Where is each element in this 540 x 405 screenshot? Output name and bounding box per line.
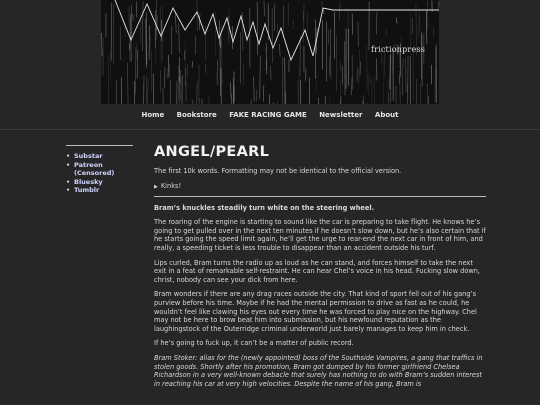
story-paragraph: Lips curled, Bram turns the radio up as loud as he can stand, and forces himself to take the next exit in a feat of remarkable self-restraint. He can hear Chel’s voice in his head. Fucking slow down, christ, nobody can see your dick from here. [154, 258, 481, 284]
italic-note: Bram Stoker: alias for the (newly appointed) boss of the Southside Vampires, a gang that traffics in stolen goods. Shortly after his promotion, Bram got dumped by his former girlfriend Chelsea Richardson in a very well-known debacle that surely has nothing to do with Bram’s sudden interest in reaching his car at very high velocities. Despite the name of his gang, Bram is [154, 353, 483, 388]
brand-logo[interactable]: frictionpress [370, 45, 425, 54]
sidebar-link-tumblr[interactable]: Tumblr [74, 186, 100, 194]
sidebar-links [66, 152, 133, 195]
main-content [154, 144, 486, 394]
bullet-icon: • [66, 160, 71, 169]
lead-paragraph: Bram’s knuckles steadily turn white on the steering wheel. [154, 203, 375, 212]
page-title: ANGEL/PEARL [154, 144, 270, 160]
nav-fake-racing-game[interactable]: FAKE RACING GAME [229, 111, 307, 119]
header-banner [101, 0, 439, 104]
story-paragraph: If he’s going to fuck up, it can’t be a matter of public record. [154, 339, 354, 348]
story-paragraph: Bram wonders if there are any drag races outside the city. That kind of sport fell out of his gang’s purview before his time. Maybe if he had the mental permission to drive as fast as he could, he wouldn’t feel like clawing his eyes out every time he was forced to play nice on the highway. Chel may not be here to brow beat him into submission, but his newfound reputation as the laughingstock of the Outerridge criminal underworld just barely manages to keep him in check. [154, 290, 477, 333]
intro-text: The first 10k words. Formatting may not be identical to the official version. [154, 167, 402, 175]
sidebar-divider [66, 145, 133, 146]
sidebar-link-substar[interactable]: Substar [74, 152, 103, 160]
sidebar-link-patreon[interactable]: Patreon (Censored) [74, 160, 115, 177]
bullet-icon: • [66, 152, 71, 160]
disclosure-triangle-icon: ▶ [154, 183, 158, 190]
sidebar-link-bluesky[interactable]: Bluesky [74, 177, 103, 186]
content-divider [154, 196, 486, 197]
bullet-icon: • [66, 186, 71, 194]
sidebar-item-substar [66, 152, 133, 161]
sidebar [66, 145, 133, 195]
nav-divider [0, 129, 540, 130]
sidebar-item-bluesky [66, 178, 133, 187]
kinks-label: Kinks! [160, 181, 182, 190]
nav-newsletter[interactable]: Newsletter [319, 111, 363, 119]
sidebar-item-tumblr [66, 186, 133, 195]
story-paragraph: The roaring of the engine is starting to sound like the car is preparing to take flight. He knows he’s going to get pulled over in the next ten minutes if he doesn’t slow down, but he’s also certain that if he starts going the speed limit again, he’ll get the urge to rear-end the next car in front of him, and really, a speeding ticket is less trouble to disappear than an accident outside his turf. [154, 218, 486, 252]
nav-home[interactable]: Home [141, 111, 165, 119]
bullet-icon: • [66, 177, 71, 186]
main-nav [0, 111, 540, 119]
sidebar-item-patreon [66, 161, 133, 178]
nav-bookstore[interactable]: Bookstore [176, 111, 217, 119]
kinks-disclosure[interactable] [154, 182, 486, 190]
nav-about[interactable]: About [374, 111, 399, 119]
